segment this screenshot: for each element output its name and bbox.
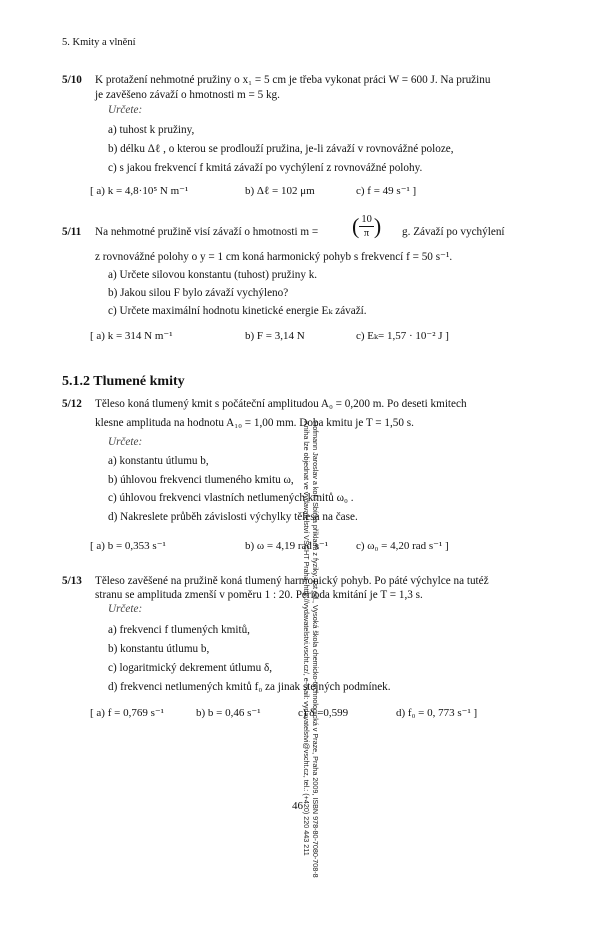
question-a: a) Určete silovou konstantu (tuhost) pružiny k. bbox=[108, 269, 318, 281]
answer-b: b) b = 0,46 s⁻¹ bbox=[196, 707, 261, 719]
problem-text-line: stranu se amplituda zmenší v poměru 1 : 20. Perioda kmitání je T = 1,3 s. bbox=[95, 589, 423, 601]
side-citation-line1: Hofmann Jaroslav a kol.: Sbírka příkladů z fyziky, 1st ed., Vysoká škola chemicko-technologická v Praze, Praha 2009, ISBN 978-80-7080-708-8 bbox=[311, 421, 320, 878]
problem-text-line: klesne amplituda na hodnotu A₁₀ = 1,00 mm. Doba kmitu je T = 1,50 s. bbox=[95, 417, 414, 429]
question-d: d) Nakreslete průběh závislosti výchylky tělesa na čase. bbox=[108, 511, 358, 523]
section-heading: 5.1.2 Tlumené kmity bbox=[62, 374, 185, 389]
answer-b: b) ω = 4,19 rad s⁻¹ bbox=[245, 540, 329, 552]
answer-b: b) F = 3,14 N bbox=[245, 330, 305, 342]
question-d: d) frekvenci netlumených kmitů f₀ za jinak stejných podmínek. bbox=[108, 681, 391, 693]
mass-fraction: ( $\frac{10}{\pi}$ ) bbox=[352, 213, 382, 239]
problem-number: 5/10 bbox=[62, 74, 82, 86]
question-b: b) úhlovou frekvenci tlumeného kmitu ω, bbox=[108, 474, 294, 486]
fraction-numerator: 10 bbox=[361, 214, 372, 225]
answer-a: [ a) k = 4,8·10⁵ N m⁻¹ bbox=[90, 185, 189, 197]
question-a: a) konstantu útlumu b, bbox=[108, 455, 209, 467]
question-b: b) Jakou silou F bylo závaží vychýleno? bbox=[108, 287, 289, 299]
answer-a: [ a) k = 314 N m⁻¹ bbox=[90, 330, 173, 342]
problem-number: 5/11 bbox=[62, 226, 82, 238]
page-number: 46 bbox=[292, 800, 303, 812]
urcete-label: Určete: bbox=[108, 603, 143, 615]
answer-d: d) f₀ = 0, 773 s⁻¹ ] bbox=[396, 707, 478, 719]
problem-text-line: Na nehmotné pružině visí závaží o hmotnosti m = bbox=[95, 226, 319, 238]
answer-c: c) Eₖ= 1,57 · 10⁻² J ] bbox=[356, 330, 449, 342]
problem-text-line: K protažení nehmotné pružiny o x₁ = 5 cm je třeba vykonat práci W = 600 J. Na pružinu bbox=[95, 74, 491, 86]
problem-number: 5/12 bbox=[62, 398, 82, 410]
question-c: c) logaritmický dekrement útlumu δ, bbox=[108, 662, 273, 674]
urcete-label: Určete: bbox=[108, 104, 143, 116]
question-b: b) délku Δℓ , o kterou se prodlouží pružina, je-li závaží v rovnovážné poloze, bbox=[108, 143, 454, 155]
question-c: c) úhlovou frekvenci vlastních netlumených kmitů ω₀ . bbox=[108, 492, 354, 504]
answer-a: [ a) f = 0,769 s⁻¹ bbox=[90, 707, 164, 719]
fraction-denominator: π bbox=[363, 228, 370, 239]
question-b: b) konstantu útlumu b, bbox=[108, 643, 210, 655]
problem-text-line: z rovnovážné polohy o y = 1 cm koná harmonický pohyb s frekvencí f = 50 s⁻¹. bbox=[95, 251, 453, 263]
question-c: c) s jakou frekvencí f kmitá závaží po vychýlení z rovnovážné polohy. bbox=[108, 162, 423, 174]
problem-text-line: je zavěšeno závaží o hmotnosti m = 5 kg. bbox=[95, 89, 280, 101]
question-a: a) tuhost k pružiny, bbox=[108, 124, 195, 136]
problem-text-line: Těleso koná tlumený kmit s počáteční amplitudou A₀ = 0,200 m. Po deseti kmitech bbox=[95, 398, 467, 410]
side-citation-line2: Kniha lze objednat ve vydavatelství VŠCHT Praha, http://vydavatelstvi.vscht.cz/, e-mail: vydavatelstvi@vscht.cz, tel.: (+420) 220 443 211 bbox=[302, 421, 311, 856]
problem-text-line: Těleso zavěšené na pružině koná tlumený harmonický pohyb. Po páté výchylce na tutéž bbox=[95, 575, 489, 587]
answer-c: c) δ =0,599 bbox=[298, 707, 349, 719]
question-c: c) Určete maximální hodnotu kinetické energie Eₖ závaží. bbox=[108, 305, 367, 317]
problem-text-line: g. Závaží po vychýlení bbox=[402, 226, 505, 238]
answer-a: [ a) b = 0,353 s⁻¹ bbox=[90, 540, 166, 552]
problem-number: 5/13 bbox=[62, 575, 82, 587]
question-a: a) frekvenci f tlumených kmitů, bbox=[108, 624, 250, 636]
answer-b: b) Δℓ = 102 μm bbox=[245, 185, 315, 197]
answer-c: c) ω₀ = 4,20 rad s⁻¹ ] bbox=[356, 540, 449, 552]
urcete-label: Určete: bbox=[108, 436, 143, 448]
answer-c: c) f = 49 s⁻¹ ] bbox=[356, 185, 417, 197]
running-header: 5. Kmity a vlnění bbox=[62, 37, 136, 48]
